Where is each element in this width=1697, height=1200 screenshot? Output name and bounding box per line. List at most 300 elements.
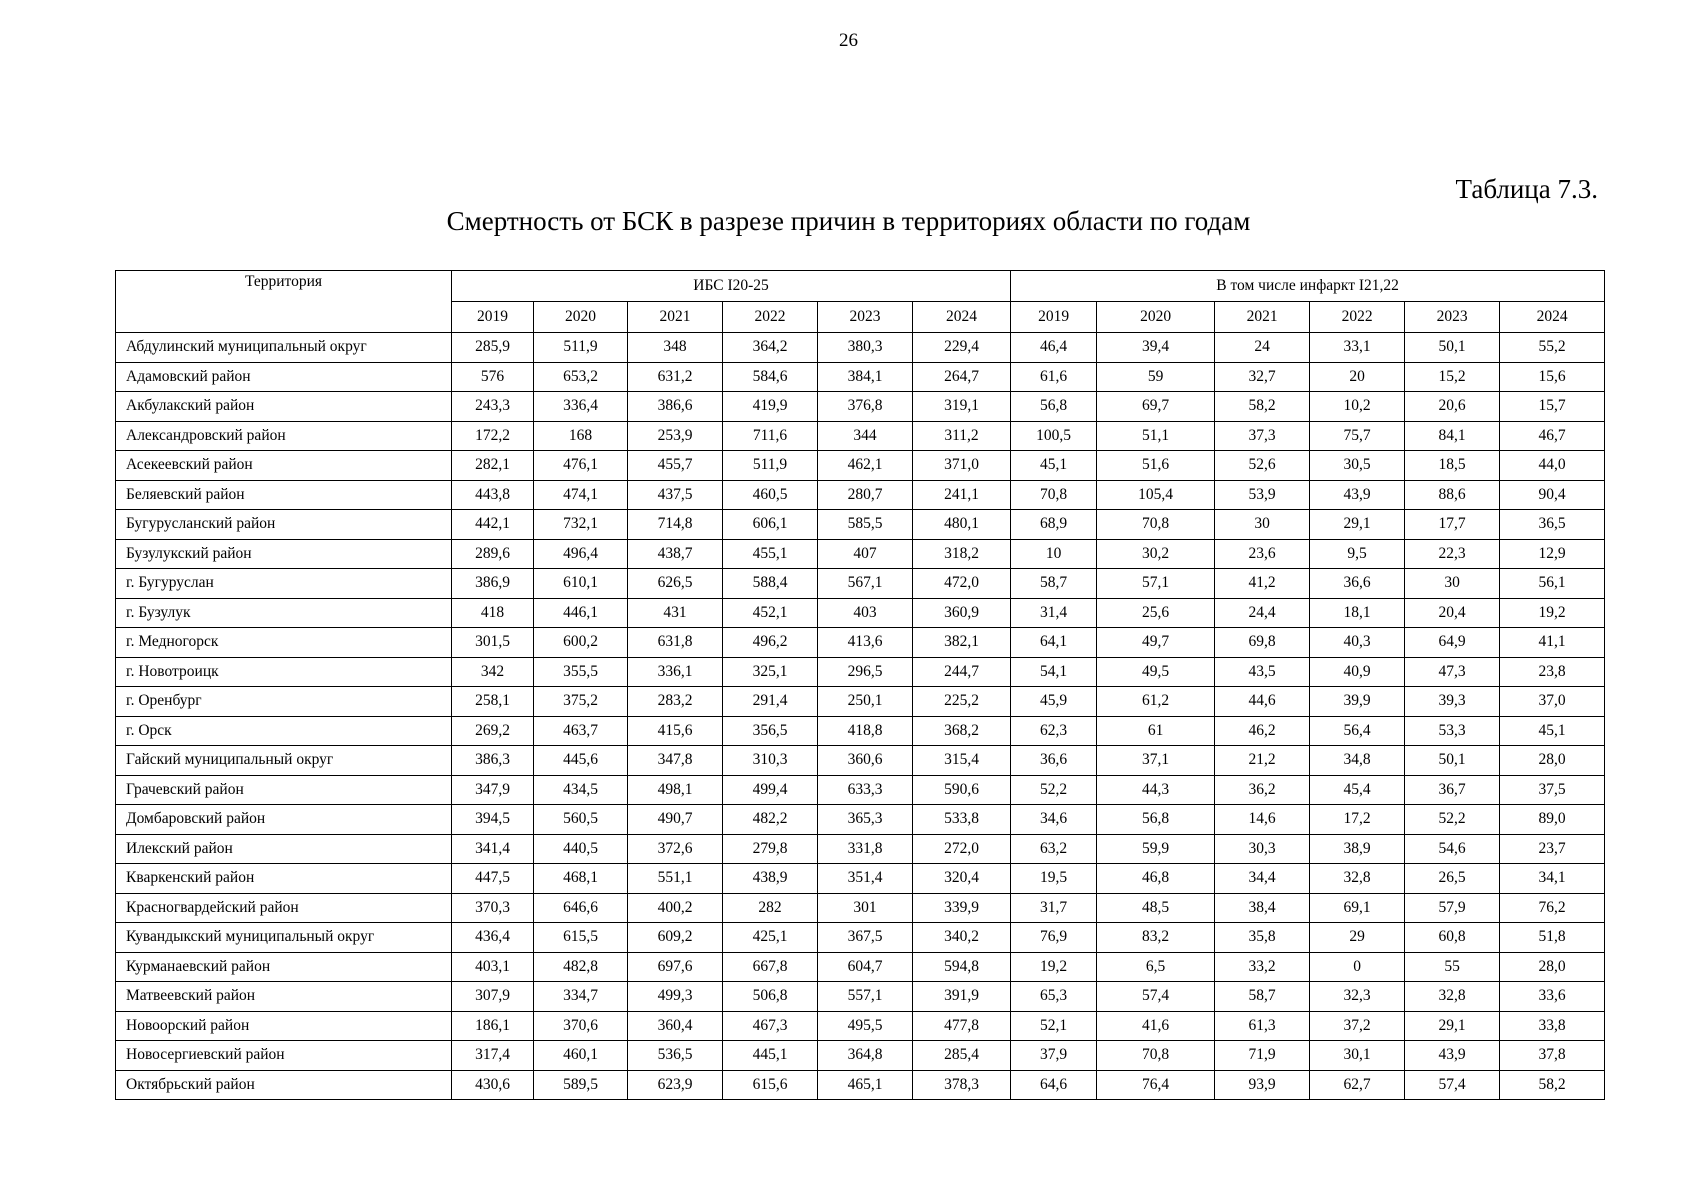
infarct-value-cell: 90,4 [1500, 480, 1605, 510]
territory-cell: Новоорский район [116, 1011, 452, 1041]
territory-cell: Акбулакский район [116, 392, 452, 422]
ibs-value-cell: 168 [534, 421, 628, 451]
table-row [116, 392, 1605, 422]
table-row [116, 539, 1605, 569]
ibs-value-cell: 480,1 [913, 510, 1011, 540]
infarct-value-cell: 55 [1405, 952, 1500, 982]
infarct-value-cell: 17,7 [1405, 510, 1500, 540]
ibs-value-cell: 551,1 [628, 864, 723, 894]
ibs-value-cell: 225,2 [913, 687, 1011, 717]
infarct-value-cell: 54,1 [1011, 657, 1097, 687]
infarct-value-cell: 24,4 [1215, 598, 1310, 628]
infarct-value-cell: 64,6 [1011, 1070, 1097, 1100]
infarct-value-cell: 46,8 [1097, 864, 1215, 894]
ibs-value-cell: 476,1 [534, 451, 628, 481]
ibs-value-cell: 434,5 [534, 775, 628, 805]
ibs-value-cell: 490,7 [628, 805, 723, 835]
ibs-value-cell: 336,1 [628, 657, 723, 687]
territory-cell: Адамовский район [116, 362, 452, 392]
infarct-value-cell: 46,2 [1215, 716, 1310, 746]
infarct-value-cell: 34,4 [1215, 864, 1310, 894]
ibs-value-cell: 378,3 [913, 1070, 1011, 1100]
ibs-value-cell: 446,1 [534, 598, 628, 628]
ibs-value-cell: 264,7 [913, 362, 1011, 392]
table-row [116, 362, 1605, 392]
infarct-value-cell: 70,8 [1097, 510, 1215, 540]
infarct-value-cell: 62,3 [1011, 716, 1097, 746]
infarct-value-cell: 49,7 [1097, 628, 1215, 658]
infarct-value-cell: 30,1 [1310, 1041, 1405, 1071]
ibs-value-cell: 347,8 [628, 746, 723, 776]
infarct-value-cell: 76,2 [1500, 893, 1605, 923]
infarct-value-cell: 26,5 [1405, 864, 1500, 894]
ibs-value-cell: 567,1 [818, 569, 913, 599]
ibs-value-cell: 609,2 [628, 923, 723, 953]
infarct-value-cell: 39,9 [1310, 687, 1405, 717]
infarct-value-cell: 40,9 [1310, 657, 1405, 687]
ibs-value-cell: 279,8 [723, 834, 818, 864]
infarct-value-cell: 51,6 [1097, 451, 1215, 481]
ibs-value-cell: 403,1 [452, 952, 534, 982]
ibs-value-cell: 437,5 [628, 480, 723, 510]
territory-cell: Курманаевский район [116, 952, 452, 982]
ibs-value-cell: 360,4 [628, 1011, 723, 1041]
territory-cell: Абдулинский муниципальный округ [116, 333, 452, 363]
infarct-value-cell: 34,1 [1500, 864, 1605, 894]
table-row [116, 1011, 1605, 1041]
infarct-value-cell: 58,2 [1215, 392, 1310, 422]
table-row [116, 893, 1605, 923]
infarct-value-cell: 76,4 [1097, 1070, 1215, 1100]
infarct-value-cell: 30,3 [1215, 834, 1310, 864]
infarct-value-cell: 57,4 [1405, 1070, 1500, 1100]
infarct-value-cell: 47,3 [1405, 657, 1500, 687]
ibs-value-cell: 474,1 [534, 480, 628, 510]
infarct-value-cell: 38,9 [1310, 834, 1405, 864]
ibs-value-cell: 711,6 [723, 421, 818, 451]
ibs-value-cell: 272,0 [913, 834, 1011, 864]
table-label: Таблица 7.3. [1455, 174, 1598, 204]
ibs-value-cell: 334,7 [534, 982, 628, 1012]
infarct-value-cell: 44,6 [1215, 687, 1310, 717]
infarct-value-cell: 43,9 [1310, 480, 1405, 510]
ibs-value-cell: 415,6 [628, 716, 723, 746]
table-row [116, 657, 1605, 687]
ibs-value-cell: 280,7 [818, 480, 913, 510]
infarct-value-cell: 41,2 [1215, 569, 1310, 599]
infarct-value-cell: 53,9 [1215, 480, 1310, 510]
infarct-value-cell: 65,3 [1011, 982, 1097, 1012]
mortality-table [115, 270, 1605, 1100]
ibs-value-cell: 477,8 [913, 1011, 1011, 1041]
table-row [116, 805, 1605, 835]
territory-cell: Гайский муниципальный округ [116, 746, 452, 776]
ibs-value-cell: 351,4 [818, 864, 913, 894]
table-row [116, 864, 1605, 894]
ibs-value-cell: 623,9 [628, 1070, 723, 1100]
infarct-value-cell: 37,3 [1215, 421, 1310, 451]
infarct-value-cell: 15,7 [1500, 392, 1605, 422]
infarct-year-header: 2020 [1097, 302, 1215, 333]
ibs-value-cell: 536,5 [628, 1041, 723, 1071]
ibs-year-header: 2022 [723, 302, 818, 333]
ibs-value-cell: 229,4 [913, 333, 1011, 363]
ibs-value-cell: 594,8 [913, 952, 1011, 982]
infarct-value-cell: 28,0 [1500, 952, 1605, 982]
ibs-value-cell: 506,8 [723, 982, 818, 1012]
infarct-value-cell: 41,6 [1097, 1011, 1215, 1041]
infarct-value-cell: 100,5 [1011, 421, 1097, 451]
table-row [116, 716, 1605, 746]
infarct-value-cell: 36,7 [1405, 775, 1500, 805]
infarct-value-cell: 19,2 [1500, 598, 1605, 628]
ibs-value-cell: 498,1 [628, 775, 723, 805]
ibs-value-cell: 317,4 [452, 1041, 534, 1071]
infarct-value-cell: 37,1 [1097, 746, 1215, 776]
infarct-value-cell: 62,7 [1310, 1070, 1405, 1100]
infarct-value-cell: 45,4 [1310, 775, 1405, 805]
ibs-value-cell: 588,4 [723, 569, 818, 599]
ibs-value-cell: 386,6 [628, 392, 723, 422]
territory-cell: Матвеевский район [116, 982, 452, 1012]
table-row [116, 834, 1605, 864]
ibs-value-cell: 511,9 [534, 333, 628, 363]
infarct-value-cell: 57,4 [1097, 982, 1215, 1012]
territory-cell: Александровский район [116, 421, 452, 451]
ibs-value-cell: 533,8 [913, 805, 1011, 835]
infarct-year-header: 2024 [1500, 302, 1605, 333]
ibs-value-cell: 442,1 [452, 510, 534, 540]
infarct-value-cell: 49,5 [1097, 657, 1215, 687]
infarct-value-cell: 68,9 [1011, 510, 1097, 540]
infarct-value-cell: 51,8 [1500, 923, 1605, 953]
infarct-value-cell: 39,3 [1405, 687, 1500, 717]
ibs-value-cell: 440,5 [534, 834, 628, 864]
infarct-value-cell: 30 [1405, 569, 1500, 599]
infarct-value-cell: 64,9 [1405, 628, 1500, 658]
ibs-value-cell: 438,9 [723, 864, 818, 894]
ibs-value-cell: 347,9 [452, 775, 534, 805]
ibs-value-cell: 296,5 [818, 657, 913, 687]
table-row [116, 923, 1605, 953]
infarct-value-cell: 69,8 [1215, 628, 1310, 658]
infarct-value-cell: 83,2 [1097, 923, 1215, 953]
infarct-value-cell: 59 [1097, 362, 1215, 392]
territory-cell: г. Оренбург [116, 687, 452, 717]
infarct-value-cell: 17,2 [1310, 805, 1405, 835]
ibs-value-cell: 311,2 [913, 421, 1011, 451]
infarct-value-cell: 69,7 [1097, 392, 1215, 422]
infarct-value-cell: 12,9 [1500, 539, 1605, 569]
ibs-value-cell: 291,4 [723, 687, 818, 717]
infarct-value-cell: 58,7 [1215, 982, 1310, 1012]
infarct-value-cell: 32,8 [1310, 864, 1405, 894]
ibs-value-cell: 318,2 [913, 539, 1011, 569]
ibs-value-cell: 356,5 [723, 716, 818, 746]
ibs-value-cell: 697,6 [628, 952, 723, 982]
ibs-value-cell: 340,2 [913, 923, 1011, 953]
ibs-value-cell: 604,7 [818, 952, 913, 982]
infarct-value-cell: 93,9 [1215, 1070, 1310, 1100]
ibs-value-cell: 241,1 [913, 480, 1011, 510]
territory-cell: Бугурусланский район [116, 510, 452, 540]
territory-header: Территория [116, 271, 452, 333]
infarct-value-cell: 53,3 [1405, 716, 1500, 746]
infarct-value-cell: 10,2 [1310, 392, 1405, 422]
infarct-value-cell: 88,6 [1405, 480, 1500, 510]
infarct-value-cell: 20 [1310, 362, 1405, 392]
ibs-value-cell: 560,5 [534, 805, 628, 835]
ibs-value-cell: 289,6 [452, 539, 534, 569]
infarct-value-cell: 37,2 [1310, 1011, 1405, 1041]
ibs-value-cell: 253,9 [628, 421, 723, 451]
ibs-value-cell: 348 [628, 333, 723, 363]
territory-cell: г. Бузулук [116, 598, 452, 628]
ibs-value-cell: 391,9 [913, 982, 1011, 1012]
ibs-value-cell: 269,2 [452, 716, 534, 746]
ibs-value-cell: 319,1 [913, 392, 1011, 422]
table-row [116, 333, 1605, 363]
infarct-value-cell: 45,1 [1011, 451, 1097, 481]
infarct-value-cell: 45,9 [1011, 687, 1097, 717]
infarct-value-cell: 61,6 [1011, 362, 1097, 392]
infarct-value-cell: 43,9 [1405, 1041, 1500, 1071]
infarct-value-cell: 76,9 [1011, 923, 1097, 953]
ibs-value-cell: 631,8 [628, 628, 723, 658]
infarct-value-cell: 54,6 [1405, 834, 1500, 864]
ibs-value-cell: 244,7 [913, 657, 1011, 687]
ibs-year-header: 2019 [452, 302, 534, 333]
ibs-year-header: 2020 [534, 302, 628, 333]
ibs-value-cell: 714,8 [628, 510, 723, 540]
table-row [116, 775, 1605, 805]
infarct-value-cell: 105,4 [1097, 480, 1215, 510]
table-row [116, 628, 1605, 658]
infarct-value-cell: 37,0 [1500, 687, 1605, 717]
table-row [116, 1041, 1605, 1071]
ibs-value-cell: 615,5 [534, 923, 628, 953]
ibs-value-cell: 301,5 [452, 628, 534, 658]
infarct-value-cell: 19,5 [1011, 864, 1097, 894]
infarct-value-cell: 37,9 [1011, 1041, 1097, 1071]
ibs-value-cell: 380,3 [818, 333, 913, 363]
infarct-value-cell: 32,3 [1310, 982, 1405, 1012]
infarct-value-cell: 32,8 [1405, 982, 1500, 1012]
ibs-value-cell: 339,9 [913, 893, 1011, 923]
infarct-value-cell: 64,1 [1011, 628, 1097, 658]
ibs-value-cell: 499,4 [723, 775, 818, 805]
ibs-value-cell: 425,1 [723, 923, 818, 953]
ibs-value-cell: 436,4 [452, 923, 534, 953]
infarct-value-cell: 6,5 [1097, 952, 1215, 982]
ibs-group-header: ИБС I20-25 [452, 271, 1011, 302]
ibs-value-cell: 243,3 [452, 392, 534, 422]
ibs-value-cell: 301 [818, 893, 913, 923]
table-row [116, 687, 1605, 717]
infarct-value-cell: 18,5 [1405, 451, 1500, 481]
infarct-value-cell: 45,1 [1500, 716, 1605, 746]
infarct-value-cell: 71,9 [1215, 1041, 1310, 1071]
ibs-value-cell: 403 [818, 598, 913, 628]
territory-cell: Илекский район [116, 834, 452, 864]
infarct-value-cell: 46,4 [1011, 333, 1097, 363]
ibs-value-cell: 283,2 [628, 687, 723, 717]
ibs-value-cell: 310,3 [723, 746, 818, 776]
ibs-value-cell: 496,2 [723, 628, 818, 658]
infarct-value-cell: 52,1 [1011, 1011, 1097, 1041]
territory-cell: Домбаровский район [116, 805, 452, 835]
infarct-value-cell: 36,2 [1215, 775, 1310, 805]
infarct-value-cell: 84,1 [1405, 421, 1500, 451]
infarct-value-cell: 37,8 [1500, 1041, 1605, 1071]
ibs-value-cell: 368,2 [913, 716, 1011, 746]
ibs-value-cell: 336,4 [534, 392, 628, 422]
ibs-value-cell: 375,2 [534, 687, 628, 717]
ibs-value-cell: 342 [452, 657, 534, 687]
infarct-value-cell: 51,1 [1097, 421, 1215, 451]
infarct-value-cell: 41,1 [1500, 628, 1605, 658]
ibs-value-cell: 447,5 [452, 864, 534, 894]
infarct-value-cell: 20,6 [1405, 392, 1500, 422]
infarct-value-cell: 36,6 [1310, 569, 1405, 599]
infarct-value-cell: 22,3 [1405, 539, 1500, 569]
ibs-value-cell: 394,5 [452, 805, 534, 835]
infarct-value-cell: 44,0 [1500, 451, 1605, 481]
ibs-value-cell: 371,0 [913, 451, 1011, 481]
infarct-value-cell: 23,7 [1500, 834, 1605, 864]
infarct-year-header: 2019 [1011, 302, 1097, 333]
infarct-value-cell: 32,7 [1215, 362, 1310, 392]
infarct-value-cell: 57,9 [1405, 893, 1500, 923]
infarct-value-cell: 61,2 [1097, 687, 1215, 717]
ibs-value-cell: 496,4 [534, 539, 628, 569]
ibs-value-cell: 370,3 [452, 893, 534, 923]
infarct-value-cell: 59,9 [1097, 834, 1215, 864]
infarct-value-cell: 58,7 [1011, 569, 1097, 599]
ibs-value-cell: 653,2 [534, 362, 628, 392]
ibs-value-cell: 418 [452, 598, 534, 628]
infarct-value-cell: 30,5 [1310, 451, 1405, 481]
ibs-value-cell: 445,1 [723, 1041, 818, 1071]
ibs-value-cell: 462,1 [818, 451, 913, 481]
ibs-value-cell: 455,1 [723, 539, 818, 569]
ibs-value-cell: 467,3 [723, 1011, 818, 1041]
territory-cell: г. Медногорск [116, 628, 452, 658]
infarct-value-cell: 36,6 [1011, 746, 1097, 776]
infarct-value-cell: 63,2 [1011, 834, 1097, 864]
infarct-value-cell: 40,3 [1310, 628, 1405, 658]
infarct-value-cell: 33,1 [1310, 333, 1405, 363]
infarct-value-cell: 33,2 [1215, 952, 1310, 982]
ibs-value-cell: 460,5 [723, 480, 818, 510]
ibs-value-cell: 438,7 [628, 539, 723, 569]
ibs-value-cell: 495,5 [818, 1011, 913, 1041]
infarct-value-cell: 15,6 [1500, 362, 1605, 392]
ibs-value-cell: 460,1 [534, 1041, 628, 1071]
territory-cell: Асекеевский район [116, 451, 452, 481]
infarct-value-cell: 20,4 [1405, 598, 1500, 628]
ibs-value-cell: 585,5 [818, 510, 913, 540]
infarct-value-cell: 50,1 [1405, 333, 1500, 363]
table-row [116, 982, 1605, 1012]
infarct-value-cell: 57,1 [1097, 569, 1215, 599]
territory-cell: Кваркенский район [116, 864, 452, 894]
ibs-value-cell: 465,1 [818, 1070, 913, 1100]
infarct-value-cell: 30 [1215, 510, 1310, 540]
infarct-value-cell: 52,2 [1405, 805, 1500, 835]
territory-cell: Кувандыкский муниципальный округ [116, 923, 452, 953]
ibs-value-cell: 482,8 [534, 952, 628, 982]
ibs-value-cell: 445,6 [534, 746, 628, 776]
ibs-value-cell: 365,3 [818, 805, 913, 835]
ibs-value-cell: 172,2 [452, 421, 534, 451]
infarct-value-cell: 60,8 [1405, 923, 1500, 953]
ibs-value-cell: 452,1 [723, 598, 818, 628]
infarct-group-header: В том числе инфаркт I21,22 [1011, 271, 1605, 302]
ibs-value-cell: 258,1 [452, 687, 534, 717]
infarct-value-cell: 46,7 [1500, 421, 1605, 451]
infarct-value-cell: 34,8 [1310, 746, 1405, 776]
infarct-value-cell: 9,5 [1310, 539, 1405, 569]
ibs-value-cell: 320,4 [913, 864, 1011, 894]
ibs-value-cell: 355,5 [534, 657, 628, 687]
table-row [116, 451, 1605, 481]
infarct-value-cell: 30,2 [1097, 539, 1215, 569]
ibs-value-cell: 386,3 [452, 746, 534, 776]
ibs-value-cell: 364,8 [818, 1041, 913, 1071]
ibs-value-cell: 282 [723, 893, 818, 923]
infarct-value-cell: 35,8 [1215, 923, 1310, 953]
table-row [116, 510, 1605, 540]
page-number: 26 [839, 30, 858, 51]
infarct-value-cell: 19,2 [1011, 952, 1097, 982]
infarct-value-cell: 56,1 [1500, 569, 1605, 599]
infarct-value-cell: 61 [1097, 716, 1215, 746]
ibs-value-cell: 482,2 [723, 805, 818, 835]
infarct-value-cell: 70,8 [1097, 1041, 1215, 1071]
ibs-value-cell: 370,6 [534, 1011, 628, 1041]
infarct-value-cell: 24 [1215, 333, 1310, 363]
territory-cell: Бузулукский район [116, 539, 452, 569]
infarct-value-cell: 75,7 [1310, 421, 1405, 451]
ibs-value-cell: 557,1 [818, 982, 913, 1012]
infarct-value-cell: 52,6 [1215, 451, 1310, 481]
territory-cell: Красногвардейский район [116, 893, 452, 923]
table-row [116, 569, 1605, 599]
ibs-value-cell: 463,7 [534, 716, 628, 746]
ibs-value-cell: 367,5 [818, 923, 913, 953]
infarct-value-cell: 18,1 [1310, 598, 1405, 628]
territory-cell: Новосергиевский район [116, 1041, 452, 1071]
infarct-year-header: 2022 [1310, 302, 1405, 333]
ibs-value-cell: 631,2 [628, 362, 723, 392]
infarct-value-cell: 56,8 [1011, 392, 1097, 422]
ibs-value-cell: 400,2 [628, 893, 723, 923]
infarct-value-cell: 31,7 [1011, 893, 1097, 923]
ibs-value-cell: 382,1 [913, 628, 1011, 658]
infarct-value-cell: 37,5 [1500, 775, 1605, 805]
ibs-value-cell: 186,1 [452, 1011, 534, 1041]
ibs-value-cell: 615,6 [723, 1070, 818, 1100]
table-row [116, 480, 1605, 510]
ibs-value-cell: 667,8 [723, 952, 818, 982]
ibs-value-cell: 499,3 [628, 982, 723, 1012]
ibs-value-cell: 315,4 [913, 746, 1011, 776]
infarct-value-cell: 33,6 [1500, 982, 1605, 1012]
ibs-value-cell: 285,4 [913, 1041, 1011, 1071]
table-row [116, 1070, 1605, 1100]
infarct-value-cell: 70,8 [1011, 480, 1097, 510]
